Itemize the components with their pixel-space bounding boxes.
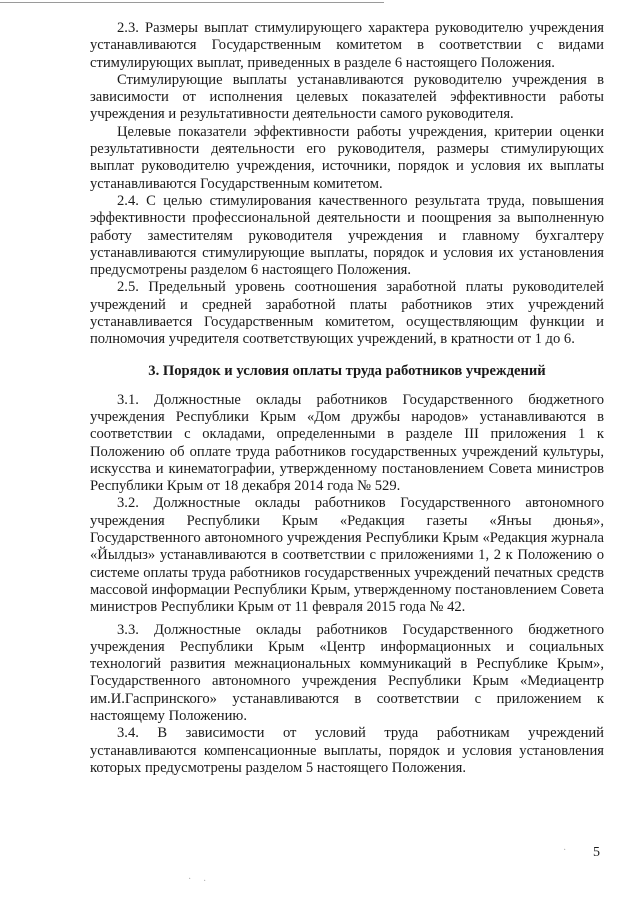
paragraph-3-3: 3.3. Должностные оклады работников Государственного бюджетного учреждения Республики Крым «Центр информационных и социальных технологий развития межнациональных коммуникаций в Республике Крым», Государственного автономного учреждения Республики Крым «Медиацентр им.И.Гаспринского» устанавливаются в соответствии с приложением к настоящему Положению. — [90, 621, 604, 724]
scan-speck: · — [203, 876, 207, 887]
paragraph-3-1: 3.1. Должностные оклады работников Государственного бюджетного учреждения Республики Крым «Дом дружбы народов» устанавливаются в соответствии с окладами, определенными в разделе III приложения 1 к Положению об оплате труда работников государственных учреждений культуры, искусства и кинематографии, утвержденному постановлением Совета министров Республики Крым от 18 декабря 2014 года № 529. — [90, 391, 604, 495]
paragraph-2-4: 2.4. С целью стимулирования качественного результата труда, повышения эффективности профессиональной деятельности и поощрения за выполненную работу заместителям руководителя учреждения и главному бухгалтеру устанавливаются стимулирующие выплаты, порядок и условия их установления предусмотрены разделом 6 настоящего Положения. — [90, 192, 604, 279]
scan-speck: · — [188, 874, 192, 885]
page-number: 5 — [593, 845, 600, 860]
paragraph-2-5: 2.5. Предельный уровень соотношения заработной платы руководителей учреждений и средней заработной платы работников этих учреждений устанавливается Государственным комитетом, осуществляющим функции и полномочия учредителя соответствующих учреждений, в кратности от 1 до 6. — [90, 279, 604, 348]
paragraph-3-2: 3.2. Должностные оклады работников Государственного автономного учреждения Республики Крым «Редакция газеты «Янъы дюнья», Государственного автономного учреждения Республики Крым «Редакция журнала «Йылдыз» устанавливаются в соответствии с приложениями 1, 2 к Положению о системе оплаты труда работников государственных учреждений печатных средств массовой информации Республики Крым, утвержденному постановлением Совета министров Республики Крым от 11 февраля 2015 года № 42. — [90, 495, 604, 616]
paragraph-2-3: 2.3. Размеры выплат стимулирующего характера руководителю учреждения устанавливаются Государственным комитетом в соответствии с видами стимулирующих выплат, приведенных в разделе 6 настоящего Положения. — [90, 20, 604, 71]
scan-speck: · — [563, 845, 567, 856]
top-border-line — [0, 2, 384, 3]
paragraph-3-4: 3.4. В зависимости от условий труда работникам учреждений устанавливаются компенсационные выплаты, порядок и условия установления которых предусмотрены разделом 5 настоящего Положения. — [90, 725, 604, 776]
document-page — [90, 20, 604, 777]
paragraph-incentive-payments: Стимулирующие выплаты устанавливаются руководителю учреждения в зависимости от исполнения целевых показателей эффективности работы учреждения и результативности деятельности самого руководителя. — [90, 71, 604, 123]
paragraph-target-indicators: Целевые показатели эффективности работы учреждения, критерии оценки результативности деятельности его руководителя, размеры стимулирующих выплат руководителю учреждения, источники, порядок и условия их выплаты устанавливаются Государственным комитетом. — [90, 123, 604, 192]
section-heading: 3. Порядок и условия оплаты труда работников учреждений — [148, 362, 546, 379]
